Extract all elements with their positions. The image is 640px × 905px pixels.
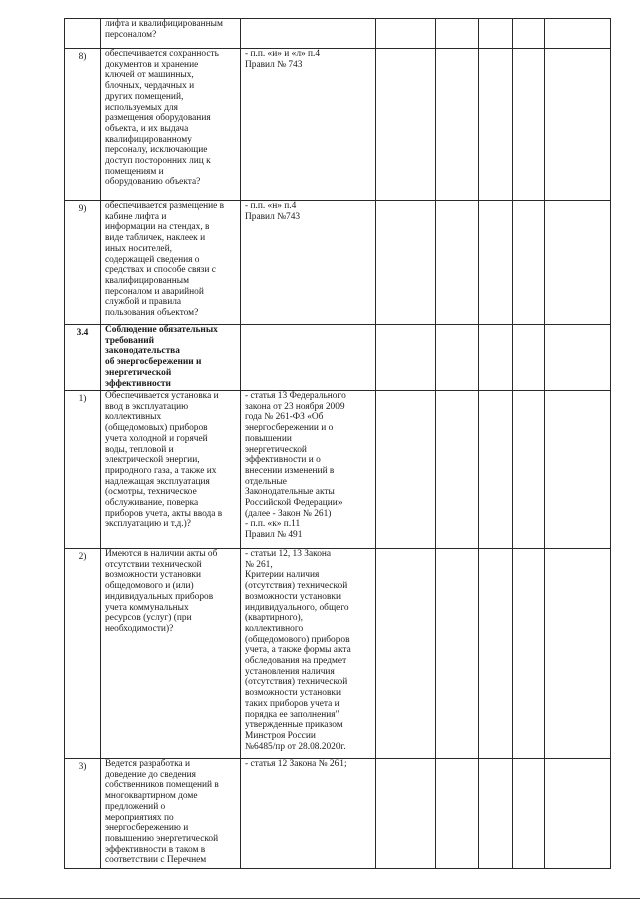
empty-cell: [545, 391, 611, 549]
requirement-text: Ведется разработка и доведение до сведения собственников помещений в многоквартирном доме предложений о мероприятиях по энергосбережению и повышению энергетической эффективности в таком в соответствии с Перечнем: [101, 759, 241, 869]
norm-reference: [241, 325, 376, 391]
document-page: [64, 18, 610, 869]
empty-cell: [376, 201, 436, 325]
empty-cell: [545, 201, 611, 325]
empty-cell: [376, 391, 436, 549]
requirement-text: обеспечивается размещение в кабине лифта и информации на стендах, в виде табличек, наклеек и иных носителей, содержащей сведения о средствах и способе связи с квалифицированным персоналом и аварийной службой и правила пользования объектом?: [101, 201, 241, 325]
row-number: 3): [65, 759, 101, 869]
table-row: [65, 391, 611, 549]
empty-cell: [513, 201, 545, 325]
row-number: [65, 19, 101, 49]
norm-reference: - п.п. «н» п.4 Правил №743: [241, 201, 376, 325]
empty-cell: [545, 549, 611, 759]
empty-cell: [513, 549, 545, 759]
empty-cell: [376, 49, 436, 201]
requirement-text: Обеспечивается установка и ввод в эксплуатацию коллективных (общедомовых) приборов учета холодной и горячей воды, тепловой и электрической энергии, природного газа, а также их надлежащая эксплуатация (осмотры, техническое обслуживание, поверка приборов учета, акты ввода в эксплуатацию и т.д.)?: [101, 391, 241, 549]
norm-reference: - статьи 12, 13 Закона № 261, Критерии наличия (отсутствия) технической возможности установки индивидуального, общего (квартирного), коллективного (общедомового) приборов учета, а также формы акта обследования на предмет установления наличия (отсутствия) технической возможности установки таких приборов учета и порядка ее заполнения" утвержденные приказом Минстроя России №6485/пр от 28.08.2020г.: [241, 549, 376, 759]
table-row: [65, 19, 611, 49]
requirement-text: лифта и квалифицированным персоналом?: [101, 19, 241, 49]
row-number: 9): [65, 201, 101, 325]
norm-reference: [241, 19, 376, 49]
row-number: 8): [65, 49, 101, 201]
empty-cell: [513, 759, 545, 869]
empty-cell: [545, 19, 611, 49]
table-row: [65, 549, 611, 759]
section-number: 3.4: [65, 325, 101, 391]
norm-reference: - п.п. «и» и «л» п.4 Правил № 743: [241, 49, 376, 201]
empty-cell: [436, 49, 479, 201]
empty-cell: [436, 201, 479, 325]
empty-cell: [376, 325, 436, 391]
empty-cell: [479, 325, 513, 391]
empty-cell: [513, 325, 545, 391]
empty-cell: [436, 325, 479, 391]
empty-cell: [376, 549, 436, 759]
empty-cell: [436, 391, 479, 549]
norm-reference: - статья 12 Закона № 261;: [241, 759, 376, 869]
empty-cell: [436, 19, 479, 49]
empty-cell: [513, 391, 545, 549]
table-row: [65, 759, 611, 869]
empty-cell: [479, 19, 513, 49]
empty-cell: [513, 19, 545, 49]
table-row: [65, 49, 611, 201]
empty-cell: [479, 391, 513, 549]
section-header-row: [65, 325, 611, 391]
requirement-text: Имеются в наличии акты об отсутствии технической возможности установки общедомового и (или) индивидуальных приборов учета коммунальных ресурсов (услуг) (при необходимости)?: [101, 549, 241, 759]
requirements-table: [64, 18, 611, 869]
empty-cell: [513, 49, 545, 201]
empty-cell: [479, 201, 513, 325]
page-bottom-rule: [0, 898, 640, 899]
empty-cell: [376, 759, 436, 869]
empty-cell: [545, 759, 611, 869]
section-title: Соблюдение обязательных требований законодательства об энергосбережении и энергетической эффективности: [101, 325, 241, 391]
empty-cell: [436, 549, 479, 759]
row-number: 2): [65, 549, 101, 759]
empty-cell: [545, 325, 611, 391]
requirement-text: обеспечивается сохранность документов и хранение ключей от машинных, блочных, чердачных и других помещений, используемых для размещения оборудования объекта, и их выдача квалифицированному персоналу, исключающие доступ посторонних лиц к помещениям и оборудованию объекта?: [101, 49, 241, 201]
empty-cell: [436, 759, 479, 869]
empty-cell: [545, 49, 611, 201]
table-row: [65, 201, 611, 325]
norm-reference: - статья 13 Федерального закона от 23 ноября 2009 года № 261-ФЗ «Об энергосбережении и о повышении энергетической эффективности и о внесении изменений в отдельные Законодательные акты Российской Федерации» (далее - Закон № 261) - п.п. «к» п.11 Правил № 491: [241, 391, 376, 549]
empty-cell: [479, 759, 513, 869]
empty-cell: [376, 19, 436, 49]
row-number: 1): [65, 391, 101, 549]
empty-cell: [479, 549, 513, 759]
empty-cell: [479, 49, 513, 201]
